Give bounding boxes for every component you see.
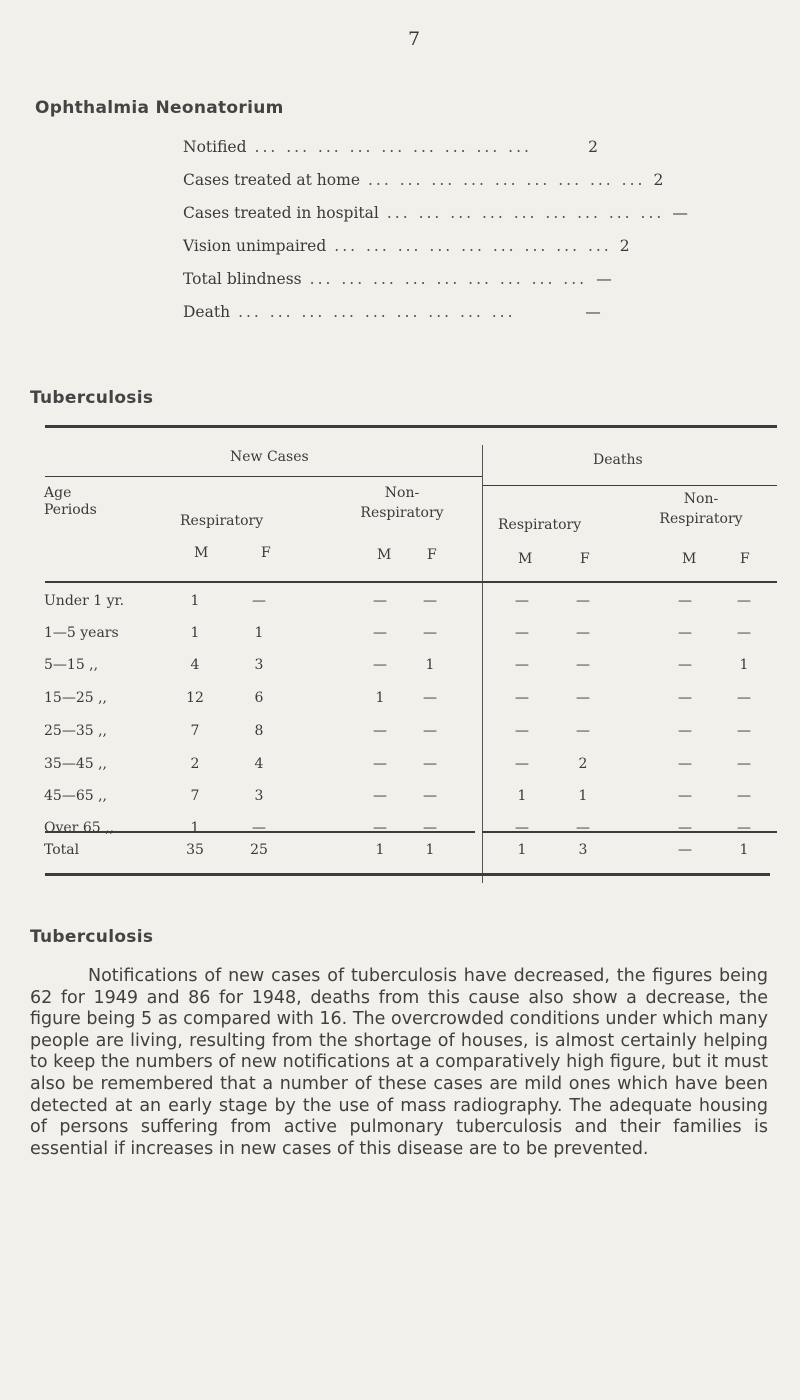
ophthalmia-value: — <box>672 204 688 222</box>
new-cases-header: New Cases <box>230 449 309 465</box>
table-cell: — <box>576 690 590 706</box>
table-top-rule <box>45 425 777 428</box>
table-cell: 8 <box>254 723 264 739</box>
tuberculosis-text-heading: Tuberculosis <box>30 927 154 947</box>
ophthalmia-row <box>183 138 613 171</box>
table-cell: — <box>423 756 437 772</box>
leader-dots: ... ... ... ... ... ... ... ... ... <box>254 138 532 156</box>
table-cell: — <box>678 690 692 706</box>
table-cell: — <box>423 820 437 836</box>
ophthalmia-value: 2 <box>653 171 664 189</box>
table-cell: — <box>373 657 387 673</box>
table-vertical-rule <box>482 445 483 883</box>
table-cell: — <box>515 593 529 609</box>
table-cell: — <box>252 593 266 609</box>
table-cell: — <box>737 625 751 641</box>
table-cell: — <box>515 625 529 641</box>
table-cell: — <box>515 756 529 772</box>
age-period-cell: 25—35 ,, <box>44 723 107 739</box>
table-cell: — <box>737 723 751 739</box>
leader-dots: ... ... ... ... ... ... ... ... ... <box>368 171 646 189</box>
total-cell: 1 <box>517 842 527 858</box>
new-resp-m-header: M <box>194 545 209 561</box>
ophthalmia-list <box>183 138 688 336</box>
table-cell: 1 <box>739 657 749 673</box>
table-cell: — <box>373 723 387 739</box>
table-cell: — <box>678 820 692 836</box>
table-cell: — <box>737 788 751 804</box>
table-cell: — <box>576 657 590 673</box>
ophthalmia-heading: Ophthalmia Neonatorium <box>35 98 284 118</box>
table-cell: — <box>423 788 437 804</box>
table-cell: 7 <box>190 788 200 804</box>
ophthalmia-label: Cases treated in hospital <box>183 204 379 222</box>
table-cell: 3 <box>254 788 264 804</box>
tuberculosis-table <box>40 425 777 885</box>
leader-dots: ... ... ... ... ... ... ... ... ... <box>238 303 516 321</box>
table-cell: 1 <box>190 593 200 609</box>
age-period-cell: 1—5 years <box>44 625 119 641</box>
ophthalmia-value: 2 <box>588 138 598 156</box>
table-cell: — <box>423 723 437 739</box>
ophthalmia-row <box>183 270 613 303</box>
table-cell: — <box>576 723 590 739</box>
deaths-respiratory-header: Respiratory <box>498 517 582 533</box>
table-cell: 1 <box>517 788 527 804</box>
table-cell: — <box>423 690 437 706</box>
table-cell: 2 <box>578 756 588 772</box>
new-resp-f-header: F <box>261 545 271 561</box>
deaths-header: Deaths <box>593 452 643 468</box>
table-cell: — <box>576 625 590 641</box>
ophthalmia-row <box>183 303 613 336</box>
ophthalmia-value: — <box>585 303 601 321</box>
ophthalmia-value: 2 <box>619 237 630 255</box>
age-period-cell: Under 1 yr. <box>44 593 125 609</box>
table-cell: 1 <box>578 788 588 804</box>
table-cell: — <box>678 756 692 772</box>
table-header-rule <box>45 581 777 583</box>
table-bottom-rule <box>45 873 770 876</box>
deaths-nonresp-m-header: M <box>682 551 697 567</box>
table-cell: 1 <box>254 625 264 641</box>
ophthalmia-row <box>183 171 664 204</box>
table-cell: — <box>373 820 387 836</box>
ophthalmia-row <box>183 237 630 270</box>
table-cell: — <box>737 756 751 772</box>
table-cell: — <box>737 820 751 836</box>
table-cell: — <box>737 690 751 706</box>
table-cell: — <box>515 723 529 739</box>
table-cell: 4 <box>190 657 200 673</box>
table-group-rule-new <box>45 476 482 477</box>
age-period-cell: Over 65 ,, <box>44 820 114 836</box>
table-cell: — <box>515 657 529 673</box>
ophthalmia-label: Total blindness <box>183 270 302 288</box>
total-cell: 1 <box>425 842 435 858</box>
total-cell: 1 <box>375 842 385 858</box>
table-cell: — <box>423 593 437 609</box>
new-respiratory-header: Respiratory <box>180 513 264 529</box>
new-nonresp-m-header: M <box>377 547 392 563</box>
table-cell: 1 <box>375 690 385 706</box>
total-cell: 25 <box>250 842 268 858</box>
page-number: 7 <box>408 28 421 50</box>
table-cell: — <box>373 625 387 641</box>
table-cell: — <box>373 756 387 772</box>
age-periods-header: Age Periods <box>44 485 97 518</box>
ophthalmia-row <box>183 204 688 237</box>
total-cell: 35 <box>186 842 204 858</box>
table-group-rule-deaths <box>482 485 777 486</box>
leader-dots: ... ... ... ... ... ... ... ... ... <box>386 204 665 222</box>
deaths-resp-f-header: F <box>580 551 590 567</box>
table-cell: — <box>373 788 387 804</box>
leader-dots: ... ... ... ... ... ... ... ... ... <box>334 237 612 255</box>
leader-dots: ... ... ... ... ... ... ... ... ... <box>309 270 588 288</box>
deaths-resp-m-header: M <box>518 551 533 567</box>
age-period-cell: 15—25 ,, <box>44 690 107 706</box>
table-cell: 2 <box>190 756 200 772</box>
table-cell: — <box>373 593 387 609</box>
total-label: Total <box>44 842 80 858</box>
total-cell: — <box>678 842 692 858</box>
table-cell: — <box>515 820 529 836</box>
table-cell: 12 <box>186 690 204 706</box>
ophthalmia-value: — <box>596 270 612 288</box>
table-cell: 1 <box>190 625 200 641</box>
table-cell: 7 <box>190 723 200 739</box>
table-cell: — <box>515 690 529 706</box>
table-cell: — <box>678 625 692 641</box>
ophthalmia-label: Death <box>183 303 231 321</box>
table-cell: — <box>737 593 751 609</box>
ophthalmia-label: Notified <box>183 138 247 156</box>
age-period-cell: 5—15 ,, <box>44 657 99 673</box>
table-cell: — <box>423 625 437 641</box>
total-cell: 3 <box>578 842 588 858</box>
age-period-cell: 45—65 ,, <box>44 788 107 804</box>
tuberculosis-paragraph: Notifications of new cases of tuberculosis have decreased, the figures being 62 for 1949 and 86 for 1948, deaths from this cause also show a decrease, the figure being 5 as compared with 16. The overcrowded conditions under which many people are living, resulting from the shortage of houses, is almost certainly helping to keep the numbers of new notifications at a comparatively high figure, but it must also be remembered that a number of these cases are mild ones which have been detected at an early stage by the use of mass radiography. The adequate housing of persons suffering from active pulmonary tuberculosis and their families is essential if increases in new cases of this disease are to be prevented. <box>30 966 768 1159</box>
table-cell: 3 <box>254 657 264 673</box>
ophthalmia-label: Vision unimpaired <box>183 237 327 255</box>
ophthalmia-label: Cases treated at home <box>183 171 360 189</box>
age-period-cell: 35—45 ,, <box>44 756 107 772</box>
deaths-nonresp-f-header: F <box>740 551 750 567</box>
table-cell: 1 <box>190 820 200 836</box>
table-cell: 4 <box>254 756 264 772</box>
table-cell: 6 <box>254 690 264 706</box>
table-cell: — <box>576 593 590 609</box>
deaths-non-respiratory-header: Non- Respiratory <box>659 491 743 527</box>
table-cell: — <box>576 820 590 836</box>
table-cell: — <box>678 723 692 739</box>
new-non-respiratory-header: Non- Respiratory <box>360 485 444 521</box>
new-nonresp-f-header: F <box>427 547 437 563</box>
total-cell: 1 <box>739 842 749 858</box>
table-cell: — <box>678 593 692 609</box>
table-cell: — <box>678 657 692 673</box>
table-cell: — <box>678 788 692 804</box>
table-cell: — <box>252 820 266 836</box>
table-cell: 1 <box>425 657 435 673</box>
tuberculosis-table-heading: Tuberculosis <box>30 388 154 408</box>
